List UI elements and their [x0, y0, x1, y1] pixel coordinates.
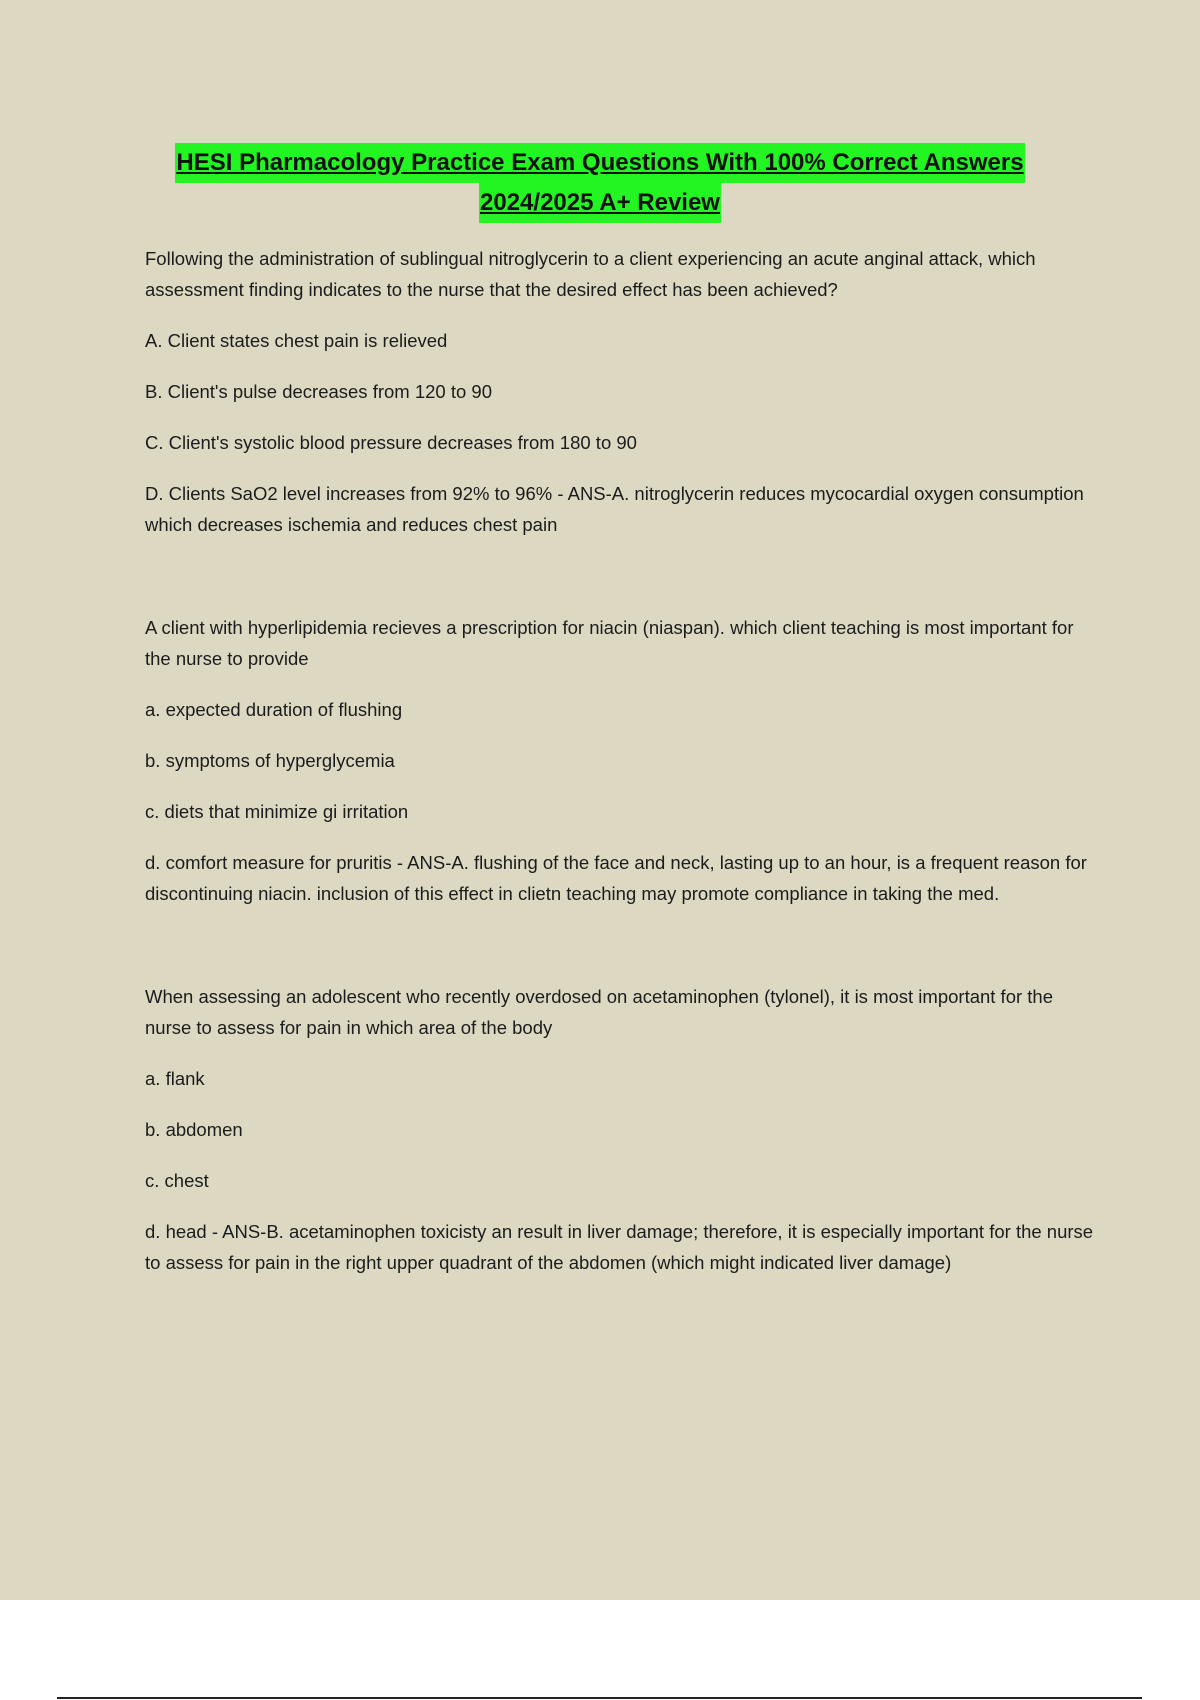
answer-option-a: A. Client states chest pain is relieved: [145, 330, 448, 351]
answer-option-d-with-rationale: d. head - ANS-B. acetaminophen toxicisty an result in liver damage; therefore, it is especially important for the nurse to assess for pain in the right upper quadrant of the abdomen (which might indicated liver damage): [145, 1221, 1094, 1273]
answer-option-a: a. flank: [145, 1068, 205, 1089]
document-title: [0, 143, 1200, 223]
footer-divider: [57, 1697, 1142, 1699]
answer-option-d-with-rationale: d. comfort measure for pruritis - ANS-A. flushing of the face and neck, lasting up to an hour, is a frequent reason for discontinuing niacin. inclusion of this effect in clietn teaching may promote compliance in taking the med.: [145, 852, 1087, 904]
answer-option-c: C. Client's systolic blood pressure decreases from 180 to 90: [145, 432, 637, 453]
title-line-1: HESI Pharmacology Practice Exam Questions With 100% Correct Answers: [175, 143, 1024, 183]
answer-option-b: b. abdomen: [145, 1119, 243, 1140]
question-block-3: [145, 981, 1095, 1278]
answer-option-b: B. Client's pulse decreases from 120 to 90: [145, 381, 492, 402]
answer-option-b: b. symptoms of hyperglycemia: [145, 750, 395, 771]
question-stem: Following the administration of sublingual nitroglycerin to a client experiencing an acute anginal attack, which assessment finding indicates to the nurse that the desired effect has been achieved?: [145, 248, 1036, 300]
title-line-2: 2024/2025 A+ Review: [479, 183, 721, 223]
question-stem: A client with hyperlipidemia recieves a prescription for niacin (niaspan). which client teaching is most important for the nurse to provide: [145, 617, 1074, 669]
questions-list: [145, 243, 1095, 1350]
answer-option-d-with-rationale: D. Clients SaO2 level increases from 92% to 96% - ANS-A. nitroglycerin reduces mycocardial oxygen consumption which decreases ischemia and reduces chest pain: [145, 483, 1084, 535]
answer-option-c: c. diets that minimize gi irritation: [145, 801, 409, 822]
answer-option-a: a. expected duration of flushing: [145, 699, 403, 720]
question-block-2: [145, 612, 1095, 909]
answer-option-c: c. chest: [145, 1170, 209, 1191]
question-block-1: [145, 243, 1095, 540]
question-stem: When assessing an adolescent who recently overdosed on acetaminophen (tylonel), it is most important for the nurse to assess for pain in which area of the body: [145, 986, 1054, 1038]
